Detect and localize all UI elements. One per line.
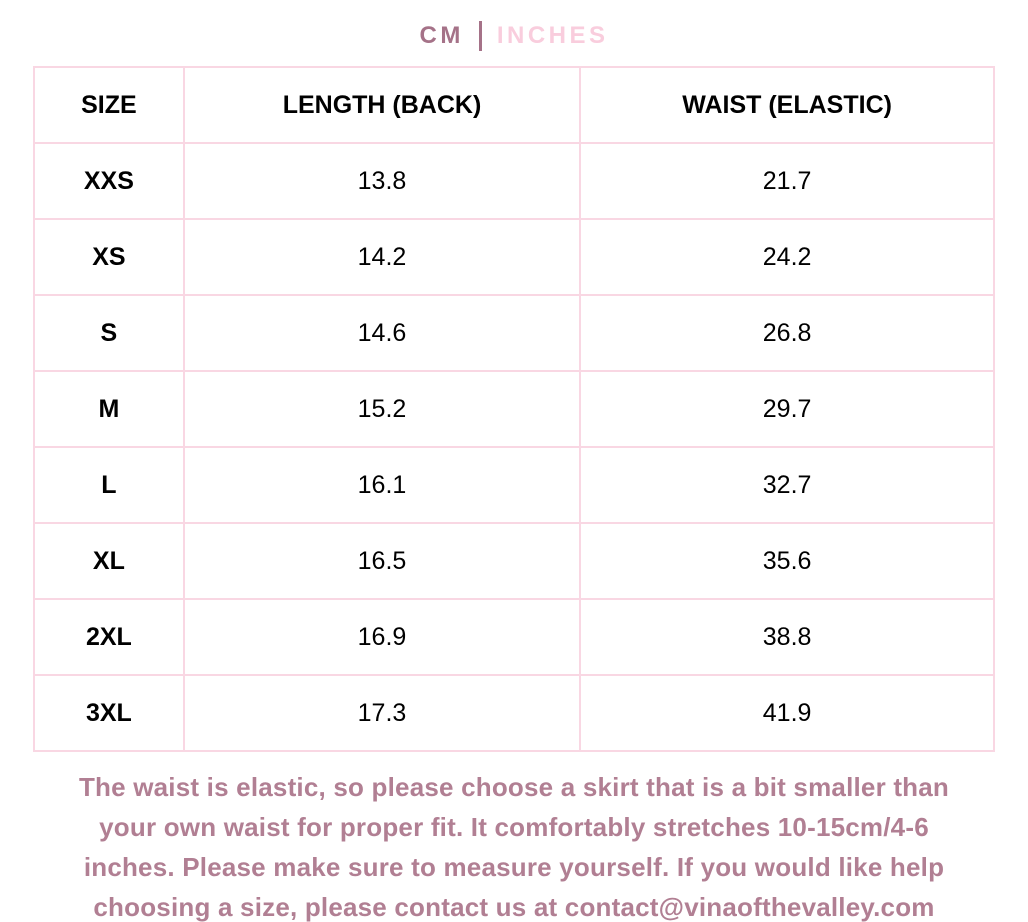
- sizing-note-line: your own waist for proper fit. It comfortably stretches 10-15cm/4-6: [99, 812, 929, 842]
- unit-option-inches[interactable]: INCHES: [496, 22, 609, 49]
- sizing-note-line: inches. Please make sure to measure yourself. If you would like help: [83, 852, 945, 882]
- sizing-note-line: The waist is elastic, so please choose a skirt that is a bit smaller than: [78, 772, 950, 802]
- size-cell: 2XL: [34, 599, 184, 675]
- size-chart-table: [33, 66, 995, 752]
- unit-toggle: [0, 21, 1028, 51]
- length-cell: 16.9: [184, 599, 580, 675]
- waist-cell: 29.7: [580, 371, 994, 447]
- table-row: [34, 219, 994, 295]
- waist-cell: 35.6: [580, 523, 994, 599]
- length-cell: 16.5: [184, 523, 580, 599]
- waist-cell: 21.7: [580, 143, 994, 219]
- size-cell: L: [34, 447, 184, 523]
- length-cell: 14.6: [184, 295, 580, 371]
- length-cell: 17.3: [184, 675, 580, 751]
- size-cell: XS: [34, 219, 184, 295]
- table-row: [34, 371, 994, 447]
- unit-divider: [479, 21, 482, 51]
- length-cell: 14.2: [184, 219, 580, 295]
- waist-cell: 26.8: [580, 295, 994, 371]
- waist-cell: 24.2: [580, 219, 994, 295]
- table-row: [34, 599, 994, 675]
- size-cell: S: [34, 295, 184, 371]
- size-cell: M: [34, 371, 184, 447]
- length-cell: 15.2: [184, 371, 580, 447]
- waist-cell: 41.9: [580, 675, 994, 751]
- size-cell: 3XL: [34, 675, 184, 751]
- waist-cell: 38.8: [580, 599, 994, 675]
- unit-option-cm[interactable]: CM: [419, 22, 464, 49]
- table-row: [34, 523, 994, 599]
- table-row: [34, 447, 994, 523]
- table-row: [34, 295, 994, 371]
- length-cell: 16.1: [184, 447, 580, 523]
- header-row: [34, 67, 994, 143]
- table-row: [34, 675, 994, 751]
- length-cell: 13.8: [184, 143, 580, 219]
- column-header-waist: WAIST (ELASTIC): [580, 67, 994, 143]
- sizing-note: [34, 767, 994, 922]
- table-row: [34, 143, 994, 219]
- column-header-size: SIZE: [34, 67, 184, 143]
- column-header-length: LENGTH (BACK): [184, 67, 580, 143]
- sizing-note-line: choosing a size, please contact us at contact@vinaofthevalley.com: [93, 892, 935, 922]
- size-cell: XL: [34, 523, 184, 599]
- size-cell: XXS: [34, 143, 184, 219]
- waist-cell: 32.7: [580, 447, 994, 523]
